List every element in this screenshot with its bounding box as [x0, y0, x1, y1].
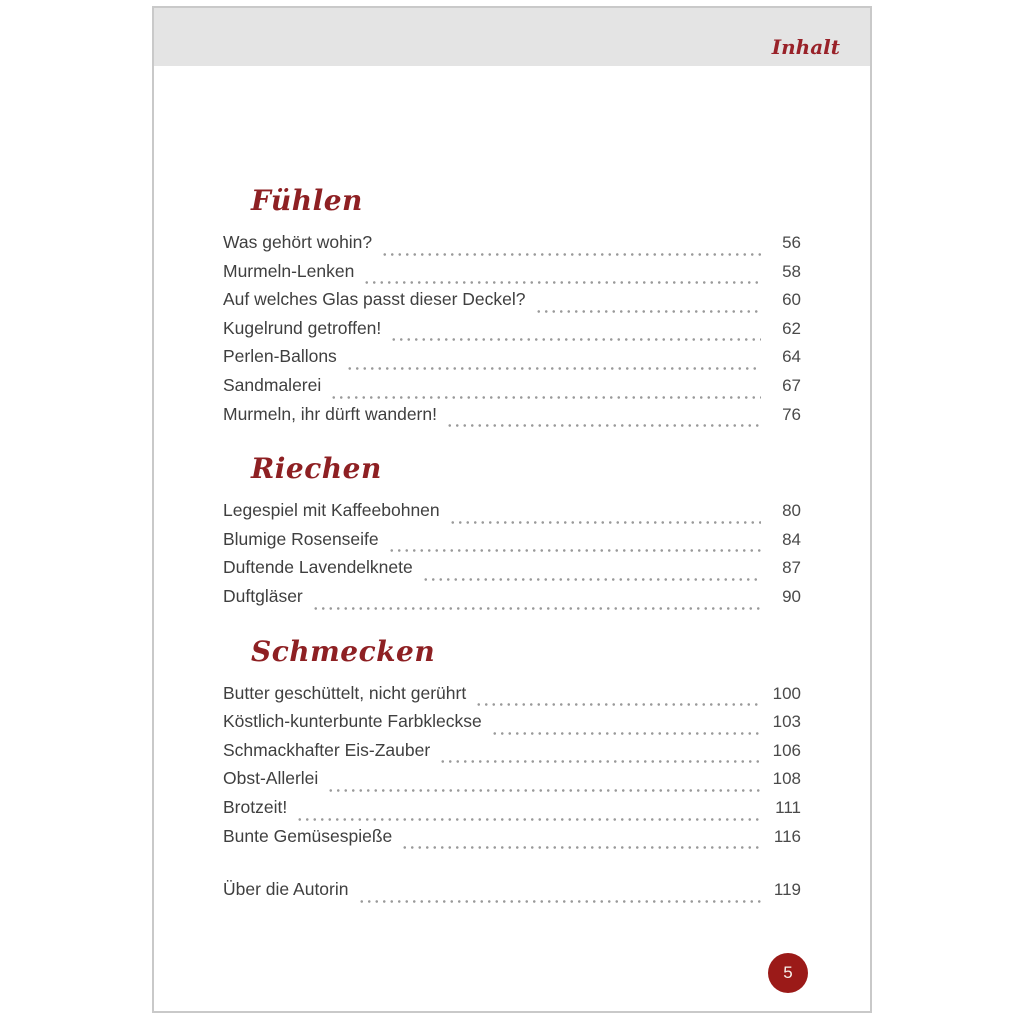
toc-entry [223, 768, 801, 797]
toc-entry-label: Duftende Lavendelknete [223, 557, 413, 578]
toc-entry-label: Kugelrund getroffen! [223, 317, 382, 338]
toc-entry [223, 797, 801, 826]
section-title: Riechen [251, 452, 382, 486]
page-header-band [154, 8, 870, 66]
toc-entry-label: Köstlich-kunterbunte Farbkleckse [223, 711, 482, 732]
toc-entry-label: Perlen-Ballons [223, 346, 337, 367]
toc-entry [223, 289, 801, 318]
book-page [152, 6, 872, 1013]
toc-entry-page: 80 [782, 501, 801, 521]
dot-leader [449, 520, 761, 525]
toc-entry-label: Obst-Allerlei [223, 768, 319, 789]
dot-leader [358, 899, 762, 904]
section-title: Schmecken [251, 634, 436, 668]
toc-entry-page: 64 [782, 347, 801, 367]
dot-leader [346, 366, 761, 371]
toc-section [223, 452, 801, 614]
toc-entry [223, 318, 801, 347]
section-title: Fühlen [251, 184, 363, 217]
toc-entry-page: 60 [782, 290, 801, 310]
toc-entry [223, 500, 801, 529]
toc-sections [223, 184, 801, 854]
dot-leader [535, 309, 762, 314]
dot-leader [312, 606, 761, 611]
dot-leader [439, 759, 761, 764]
toc-entry-page: 62 [782, 318, 801, 338]
toc-section [223, 184, 801, 432]
toc-entry-label: Blumige Rosenseife [223, 528, 379, 549]
toc-entry-label: Brotzeit! [223, 796, 288, 817]
toc-entry [223, 404, 801, 433]
toc-entry-about-author [223, 879, 801, 908]
toc-entry-label: Über die Autorin [223, 879, 349, 900]
header-title: Inhalt [771, 35, 840, 59]
toc-entry-page: 90 [782, 586, 801, 606]
toc-entry-page: 100 [772, 683, 801, 703]
dot-leader [381, 252, 761, 257]
toc-entry-label: Legespiel mit Kaffeebohnen [223, 500, 440, 521]
toc-entry-label: Bunte Gemüsespieße [223, 825, 393, 846]
toc-entry-page: 103 [772, 712, 801, 732]
toc-entry-label: Sandmalerei [223, 374, 322, 395]
dot-leader [330, 395, 761, 400]
toc-entry [223, 826, 801, 855]
dot-leader [401, 845, 761, 850]
dot-leader [296, 817, 761, 822]
toc-entry-label: Was gehört wohin? [223, 232, 373, 252]
toc-entry-label: Auf welches Glas passt dieser Deckel? [223, 289, 526, 310]
toc-entry-page: 67 [782, 375, 801, 395]
toc-entry-page: 58 [782, 261, 801, 281]
toc-entry [223, 529, 801, 558]
toc-entry-label: Butter geschüttelt, nicht gerührt [223, 682, 467, 703]
toc-entry [223, 346, 801, 375]
toc-entry-page: 108 [772, 769, 801, 789]
toc-entry-page: 84 [782, 529, 801, 549]
dot-leader [363, 280, 761, 285]
toc-entry [223, 261, 801, 290]
toc-entry [223, 683, 801, 712]
toc-content [154, 184, 870, 908]
dot-leader [446, 423, 761, 428]
toc-entry [223, 711, 801, 740]
toc-entry [223, 586, 801, 615]
toc-entry-label: Murmeln-Lenken [223, 260, 355, 281]
toc-entry-page: 87 [782, 558, 801, 578]
toc-entry-label: Schmackhafter Eis-Zauber [223, 739, 431, 760]
toc-entry-page: 56 [782, 233, 801, 252]
dot-leader [491, 731, 761, 736]
toc-entry-page: 76 [782, 404, 801, 424]
toc-entry [223, 557, 801, 586]
toc-entry-page: 106 [772, 740, 801, 760]
toc-entry-label: Duftgläser [223, 585, 303, 606]
toc-entry [223, 375, 801, 404]
dot-leader [327, 788, 761, 793]
dot-leader [388, 548, 761, 553]
dot-leader [475, 702, 761, 707]
toc-entry [223, 232, 801, 261]
toc-entry-page: 119 [773, 880, 801, 900]
toc-entry [223, 740, 801, 769]
dot-leader [422, 577, 761, 582]
toc-entry-label: Murmeln, ihr dürft wandern! [223, 403, 437, 424]
toc-section [223, 635, 801, 855]
toc-entry-page: 116 [773, 826, 801, 846]
toc-entry-page: 111 [775, 797, 801, 817]
page-number-badge: 5 [768, 953, 808, 993]
dot-leader [390, 337, 761, 342]
